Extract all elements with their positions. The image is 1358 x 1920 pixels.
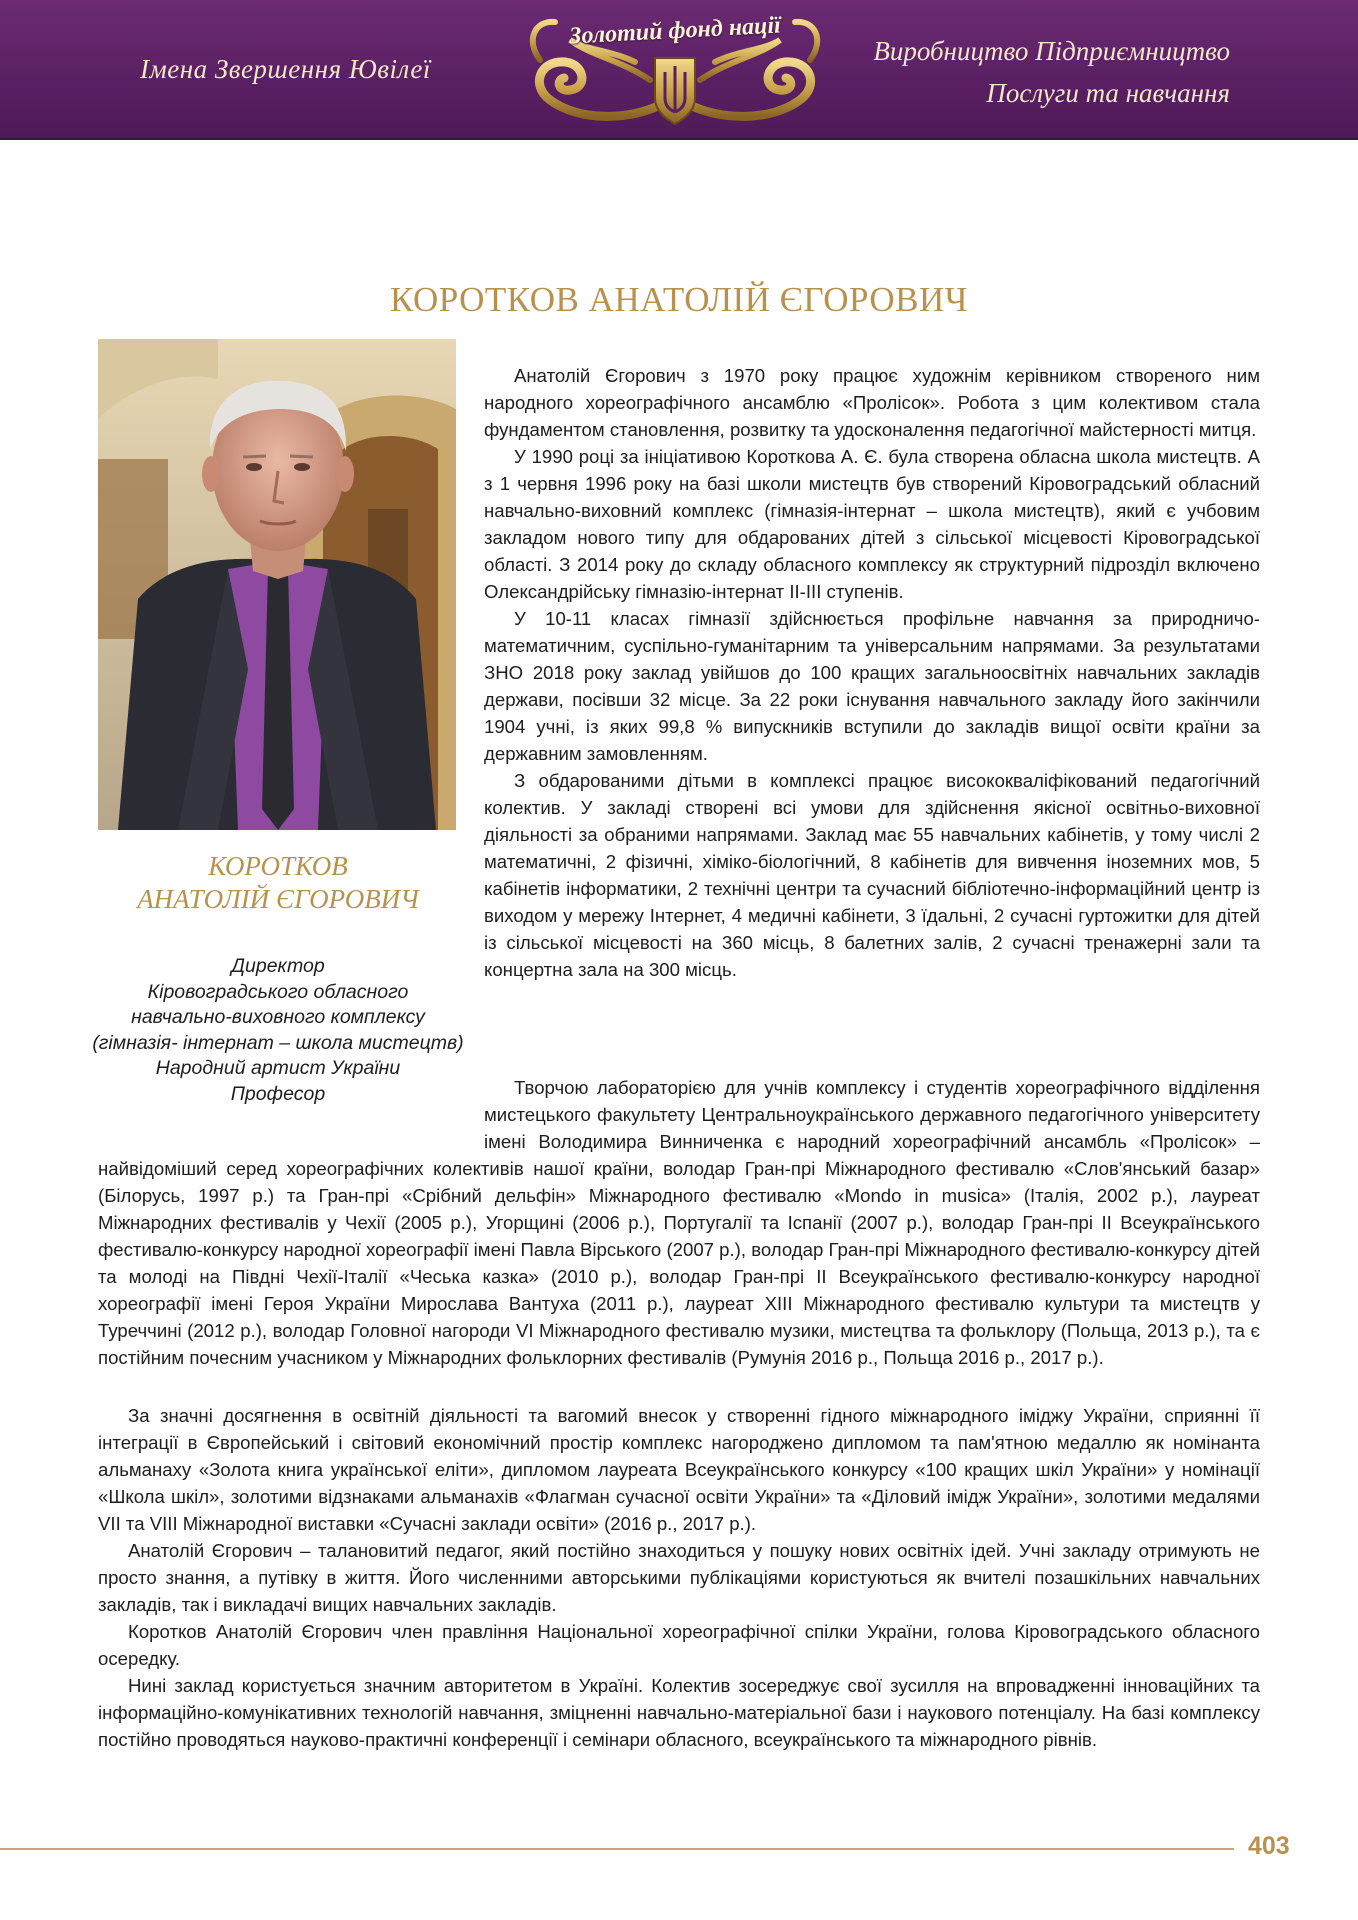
article-full-text (98, 1402, 1260, 1753)
page-number: 403 (1248, 1832, 1290, 1860)
page-header-band (0, 0, 1358, 140)
paragraph: З обдарованими дітьми в комплексі працює висококваліфікований педагогічний колектив. У закладі створені всі умови для здійснення якісної освітньо-виховної діяльності за обраними напрямами. Заклад має 55 навчальних кабінетів, у тому числі 2 математичні, 2 фізичні, хіміко-біологічний, 8 кабінетів для вивчення іноземних мов, 5 кабінетів інформатики, 2 технічні центри та сучасний бібліотечно-інформаційний центр із виходом у мережу Інтернет, 4 медичні кабінети, 3 їдальні, 2 сучасні гуртожитки для дітей із сільської місцевості на 360 місць, 8 балетних залів, 2 сучасні тренажерні зали та концертна зала на 300 місць. (484, 770, 1260, 980)
role-line: Директор (231, 955, 325, 977)
footer-rule (0, 1848, 1234, 1850)
paragraph: Анатолій Єгорович з 1970 року працює художнім керівником створеного ним народного хореографічного ансамблю «Пролісок». Робота з цим колективом стала фундаментом становлення, розвитку та удосконалення педагогічної майстерності митця. (484, 365, 1260, 440)
portrait-illustration (98, 339, 456, 830)
role-line: Професор (230, 1082, 326, 1105)
paragraph: Нині заклад користується значним авторитетом в Україні. Колектив зосереджує свої зусилля на впровадженні інноваційних та інформаційно-комунікативних технологій навчання, зміцненні навчально-матеріальної бази і наукового потенціалу. На базі комплексу постійно проводяться науково-практичні конференції і семінари обласного, всеукраїнського та міжнародного рівнів. (98, 1675, 1260, 1750)
paragraph: У 10-11 класах гімназії здійснюється профільне навчання за природничо-математичним, суспільно-гуманітарним та універсальним напрямами. За результатами ЗНО 2018 року заклад увійшов до 100 кращих загальноосвітніх навчальних закладів держави, посівши 32 місце. За 22 роки існування навчального закладу його закінчили 1904 учні, із яких 99,8 % випускників вступили до закладів вищої освіти країни за державним замовленням. (484, 608, 1260, 764)
portrait-name (88, 850, 468, 916)
role-line: Народний артист України (155, 1057, 401, 1079)
paragraph: За значні досягнення в освітній діяльності та вагомий внесок у створенні гідного міжнародного іміджу України, сприянні її інтеграції в Європейський і світовий економічний простір комплекс нагороджено дипломом та пам'ятною медаллю як номінанта альманаху «Золота книга української еліти», дипломом лауреата Всеукраїнського конкурсу «100 кращих шкіл України» у номінації «Школа шкіл», золотими відзнаками альманахів «Флагман сучасної освіти України» та «Діловий імідж України», золотими медалями VII та VIII Міжнародної виставки «Сучасні заклади освіти» (2016 р., 2017 р.). (98, 1405, 1260, 1534)
portrait-photo (98, 339, 456, 830)
paragraph: У 1990 році за ініціативою Короткова А. Є. була створена обласна школа мистецтв. А з 1 червня 1996 року на базі школи мистецтв був створений Кіровоградський обласний навчально-виховний комплекс (гімназія-інтернат – школа мистецтв), який є учбовим закладом нового типу для обдарованих дітей з сільської місцевості Кіровоградської області. З 2014 року до складу обласного комплексу як структурний підрозділ включено Олександрійську гімназію-інтернат ІІ-ІІІ ступенів. (484, 446, 1260, 602)
portrait-name-line1: КОРОТКОВ (208, 851, 348, 881)
role-line: навчально-виховного комплексу (131, 1006, 425, 1028)
article-title: КОРОТКОВ АНАТОЛІЙ ЄГОРОВИЧ (389, 280, 969, 319)
portrait-float-spacer (98, 1074, 484, 1155)
role-line: (гімназія- інтернат – школа мистецтв) (92, 1031, 464, 1054)
article-column-text (484, 362, 1260, 983)
header-right-text (873, 30, 1230, 114)
header-right-line2: Послуги та навчання (986, 78, 1230, 108)
header-right-line1: Виробництво Підприємництво (873, 36, 1230, 66)
header-left-text: Імена Звершення Ювілеї (140, 54, 431, 84)
emblem-title: Золотий фонд нації (568, 12, 782, 50)
paragraph: Коротков Анатолій Єгорович член правління Національної хореографічної спілки України, голова Кіровоградського обласного осередку. (98, 1621, 1260, 1669)
paragraph: Анатолій Єгорович – талановитий педагог, який постійно знаходиться у пошуку нових освітніх ідей. Учні закладу отримують не просто знання, а путівку в життя. Його численними авторськими публікаціями користуються як вчителі позашкільних навчальних закладів, так і викладачі вищих навчальних закладів. (98, 1540, 1260, 1615)
paragraph: Творчою лабораторією для учнів комплексу і студентів хореографічного відділення мистецького факультету Центральноукраїнського державного педагогічного університету імені Володимира Винниченка є народний хореографічний ансамбль «Пролісок» – найвідоміший серед хореографічних колективів нашої країни, володар Гран-прі Міжнародного фестивалю «Слов'янський базар» (Білорусь, 1997 р.) та Гран-прі «Срібний дельфін» Міжнародного фестивалю «Mondo in musica» (Італія, 2002 р.), лауреат Міжнародних фестивалів у Чехії (2005 р.), Угорщині (2006 р.), Португалії та Іспанії (2007 р.), володар Гран-прі ІІ Всеукраїнського фестивалю-конкурсу народної хореографії імені Павла Вірського (2007 р.), володар Гран-прі Міжнародного фестивалю-конкурсу дітей та молоді на Півдні Чехії-Італії «Чеська казка» (2010 р.), володар Гран-прі ІІ Всеукраїнського фестивалю-конкурсу народної хореографії імені Героя України Мирослава Вантуха (2011 р.), лауреат XIII Міжнародного фестивалю культури та мистецтв у Туреччині (2012 р.), володар Головної нагороди VI Міжнародного фестивалю музики, мистецтва та фольклору (Польща, 2013 р.), та є постійним почесним учасником у Міжнародних фольклорних фестивалів (Румунія 2016 р., Польща 2016 р., 2017 р.). (98, 1077, 1260, 1368)
portrait-name-line2: АНАТОЛІЙ ЄГОРОВИЧ (137, 884, 419, 914)
creative-paragraph (98, 1074, 1260, 1371)
role-line: Кіровоградського обласного (147, 980, 409, 1003)
golden-emblem (510, 0, 840, 138)
